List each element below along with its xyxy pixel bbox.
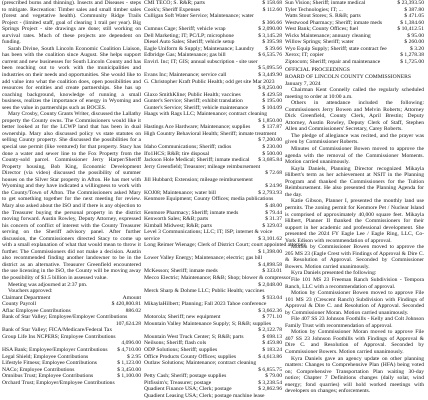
voucher-claimant: Ziptocom; Sheriff; repair and maintenance: [285, 58, 381, 65]
voucher-claimant: Motorola; Sheriff; new equipment: [144, 314, 221, 321]
paragraph: Motion by Commissioner Bowen moved to approve File 101 MS 23 (Crescent Ranch) Subdivision with Findings of Approval & Dire C. and Resolution of Approval. Seconded by Commissioner Moran. Motion carried unanimously.: [285, 290, 424, 316]
voucher-amount: $ 3,145.28: [258, 32, 282, 39]
voucher-claimant: Merck Sharp & Dohme LLC; Public Health; vaccines: [144, 288, 265, 295]
voucher-claimant: Legal Shield; Employee Contributions: [2, 353, 89, 360]
voucher-claimant: Neilsons; Sheriff; flash cols: [144, 340, 207, 347]
voucher-amount: $ 6,855.75: [258, 366, 282, 373]
voucher-claimant: Long Reimer Wienage; Clerk of District Court; court appointed attorney: [144, 242, 307, 249]
voucher-amount: $ 1,850.00: [258, 117, 282, 124]
voucher-amount: $ 39.66: [265, 45, 282, 52]
voucher-amount: $ 158.68: [262, 0, 282, 6]
voucher-claimant: Jackson Hole Medical; Sheriff; inmate medical: [144, 157, 250, 164]
voucher-claimant: Aflac Employee Contributions: [2, 307, 71, 314]
paragraph: Vouchers approved:: [8, 288, 53, 295]
voucher-claimant: Quadient Leasing USA; Clerk; postage machine lease: [144, 392, 265, 399]
voucher-amount: $ 7,200.00: [258, 137, 282, 144]
voucher-amount: $ 395.98: [262, 39, 282, 46]
voucher-amount: $ 104.09: [262, 104, 282, 111]
paragraph: Kyra Daniels presented the following:: [291, 270, 377, 277]
voucher-amount: $ 420,800.81: [111, 301, 141, 308]
voucher-claimant: Pitfissim's; Treasurer; postage: [144, 379, 212, 386]
voucher-amount: $ 79.44: [265, 209, 282, 216]
voucher-amount: $ 3,450.00: [117, 366, 141, 373]
voucher-amount: $ 4,710.00: [117, 346, 141, 353]
voucher-claimant: Dell Marketing; IT; PC/LP; microphone: [144, 32, 234, 39]
voucher-amount: $ 3,685.84: [258, 157, 282, 164]
voucher-claimant: ODP Solutions; Sheriff; supplies: [144, 346, 218, 353]
voucher-claimant: Orchard Trust; Employer/Employee Contributions: [2, 379, 115, 386]
voucher-row: [285, 59, 424, 66]
voucher-amount: $ 72.68: [265, 170, 282, 177]
voucher-row: [2, 380, 141, 387]
column-right: [285, 0, 424, 400]
voucher-amount: $ 230.00: [262, 144, 282, 151]
voucher-amount: 886.02: [125, 307, 141, 314]
voucher-amount: $ 137.87: [262, 124, 282, 131]
paragraph: (prescribed burns and thinning). Insects and Diseases - steps to mitigate. Recreation: Timber sales and small timber sales (forest and vegetative health). Community Ridge Trails Project - (limited staff, goal of clearing 1 trail per year). Big Springs Project - site drawings are done; still working on survival rates. Much of these projects are dependent on funding.: [2, 0, 141, 46]
voucher-row: [144, 393, 282, 400]
voucher-amount: $ 2,793.93: [258, 189, 282, 196]
paragraph: Katie Gibson, Planner I, presented the monthly land use permits. The zoning permit for Kenmore Pet / Nuclear Island is comprised of approximately 40,000 square feet. Mikayla Hilbert, Planner II thanked the Commissioners for their support in her academic and professional development. She presented the 2024 FY Eagle Lee / Eagle Ring, LLC, Co-York Edison with recommendation of approval.: [285, 198, 424, 244]
voucher-claimant: Omnibus Trust; Employee Contributions: [2, 373, 94, 380]
voucher-claimant: Bank of Star Valley; Employee/Employer Contributions: [2, 314, 128, 321]
voucher-claimant: Culligan Soft Water Service; Maintenance; water: [144, 13, 254, 20]
voucher-amount: $ 5,095.56: [258, 65, 282, 72]
voucher-amount: $ 112.60: [262, 6, 282, 13]
voucher-claimant: Cook's; Sheriff Expenses: [144, 6, 201, 13]
voucher-claimant: Willow Springs; Sheriff; water: [285, 39, 354, 46]
voucher-amount: $ 95.00: [407, 32, 424, 39]
voucher-claimant: Xerox; IT; copier: [285, 52, 324, 59]
paragraph: Sarah Divine, South Lincoln Economic Coalition Liaison, has been with the coalition since August. She helps support current and new businesses for South Lincoln County and has been reaching out to work with the municipalities and industries on their needs and opportunities. She would like to add value into what the coalition does, open possibilities and resources for entities and create partnerships. She has up coaching background, knowledge of running a small business, realizes the importance of energy in Wyoming and sees the value in partnerships such as BOCES.: [2, 45, 141, 111]
voucher-amount: $ 459.80: [262, 340, 282, 347]
voucher-amount: $ 387.80: [404, 6, 424, 13]
voucher-amount: $ 1,278.38: [400, 52, 424, 59]
voucher-claimant: Kimball Midwest; R&B; parts: [144, 222, 212, 229]
paragraph: Kyra Daniels gave an agency update on other planning matters: Changes to Comprehensive Plan (HFA) being voted on; Comprehensive Transportation Plan waiting 30-day notice; Chapter 7 Definitions changes (daily solar, wind energy; fond quarries) will hold worked meetings with developers on changes; enforcements.: [285, 355, 424, 395]
voucher-claimant: Jerry Greenfield; Treasurer; mileage reimbursement: [144, 163, 261, 170]
voucher-amount: $ 1,725.00: [400, 58, 424, 65]
voucher-claimant: Westwood Pharmacy; Sheriff; inmate meds: [285, 19, 383, 26]
voucher-amount: $ 329.03: [262, 222, 282, 229]
paragraph: Motion by Commissioner Bowen moved to approve the 205 MS 23 (Eagle Crest with Findings of Approval & Dire C. & Resolution of Approval. Seconded by Commissioner Bowers. Motion carried unanimously.: [285, 244, 424, 270]
voucher-claimant: Gunter's Service; Sheriff; exhibit translation: [144, 98, 243, 105]
voucher-claimant: Office Products County Offices; supplies: [144, 353, 237, 360]
voucher-amount: $ 771.10: [262, 314, 282, 321]
paragraph: Meeting was adjourned at 2:37 pm.: [8, 281, 88, 288]
voucher-claimant: HSA Bank; Employee/Employer Contributions: [2, 346, 108, 353]
voucher-claimant: Hastings Ace Hardware; Maintenance; supplies: [144, 124, 251, 131]
proceedings-body: [285, 87, 424, 395]
section-title: OFFICIAL PROCEEDINGS: [285, 67, 350, 74]
voucher-claimant: KOJ08; Maintenance; water bill: [144, 189, 216, 196]
voucher-amount: $ 1,123.00: [117, 360, 141, 367]
voucher-amount: $ 1,398.00: [258, 248, 282, 255]
voucher-amount: $ 333.01: [262, 268, 282, 275]
voucher-amount: 107,624.28: [115, 320, 141, 327]
voucher-amount: $ 2,122.78: [258, 327, 282, 334]
voucher-claimant: Ifo1HCS; R&B; tire disposal: [144, 150, 210, 157]
voucher-claimant: Level 3 Communications; LLC; IT; ISP; internet & voice: [144, 229, 273, 236]
paragraph: Kayla Daniels, Planning Director recognized Mikayla Hilbert's term as her achievement at NSIT in the Planning Program and thanked the Commissioners for the Tuition Reimbursement. He also presented the Planning Agenda for the day.: [285, 165, 424, 198]
voucher-amount: $ 4,613.86: [258, 353, 282, 360]
paragraph: Others in attendance included the following: Commissioners Jerry Bowen and Melvin Roberts; Attorney Dick Greenfield, County Clerk, April Brestin; Deputy Attorney, Austin Rowley, Deputy Clerk of Staff, Stephen Allen and Commissioners' Secretary, Carey Roberts.: [285, 100, 424, 133]
voucher-claimant: Outlaw Solutions; Maintenance; contract cleaning: [144, 360, 257, 367]
voucher-claimant: Wicks Maintenance; annuary cleaning: [285, 32, 371, 39]
voucher-claimant: Mecco Electric; Maintenance; R&B; Shop; blower & compressor: [144, 274, 291, 281]
voucher-claimant: Gunter's Service; Sheriff; vehicle maintenance: [144, 104, 249, 111]
voucher-claimant: Sun Vision; Sheriff; inmate medical: [285, 0, 366, 6]
paragraph: Minutes of Commissioner Bowen moved to approve the agenda with the removal of the Commissioner Moments. Motion carried unanimously.: [285, 146, 424, 166]
voucher-claimant: Eagle Uniform & Supply; Maintenance; Laundry: [144, 45, 255, 52]
voucher-claimant: Wyo Equip Supply; Sheriff; state contract fee: [285, 45, 387, 52]
voucher-claimant: Tyler Technologies; IT; ...: [285, 6, 343, 13]
paragraph: Chairman Kent Connelly called the regularly scheduled meeting to order at 10:00 a.m.: [285, 87, 424, 100]
voucher-claimant: McKesson; Sheriff; inmate meds: [144, 268, 218, 275]
voucher-amount: [279, 393, 282, 400]
header-claimant: Claimant Department: [2, 294, 51, 301]
voucher-claimant: Glaxo SmithKline; Public Health; vaccines: [144, 91, 241, 98]
voucher-amount: $ 933.04: [262, 294, 282, 301]
voucher-claimant: G. Christopher Kraft Public Health; odd get site Mar 2023: [144, 78, 275, 85]
voucher-amount: $ 4,898.58: [258, 261, 282, 268]
voucher-claimant: County Payroll: [2, 301, 37, 308]
voucher-claimant: Petty Cash; Sheriff; postage supplies: [144, 373, 227, 380]
section-subtitle: ROARD OF LINCOLN COUNTY COMMISSIONERS: [285, 74, 411, 81]
voucher-amount: $ 2,048.00: [258, 281, 282, 288]
voucher-claimant: Kenmore Equipment; County Offices; media publications: [144, 196, 274, 203]
voucher-claimant: Edbridge Gas; Maintenance; gas bill: [144, 52, 226, 59]
column-left: [2, 0, 141, 400]
voucher-claimant: Quadient Finance USA; Clerk; postage: [144, 386, 232, 393]
voucher-amount: $ 183.24: [262, 346, 282, 353]
voucher-amount: 4,096.00: [121, 340, 141, 347]
voucher-amount: $ 429.58: [262, 91, 282, 98]
voucher-claimant: Haags with Rags LLC; Maintenance; contract cleaning: [144, 111, 268, 118]
voucher-claimant: Evans Inc; Maintenance; service call: [144, 72, 227, 79]
voucher-list: [285, 0, 424, 65]
voucher-claimant: Bank of Star Valley; FICA/Medicare/Federal Tax: [2, 327, 113, 334]
voucher-claimant: Mountain West Truck Center; S; R&B; parts: [144, 333, 244, 340]
voucher-amount: $ 10,412.51: [397, 26, 424, 33]
paragraph: File 407 SS 23 Johnson Foothills - Kelly and Colt Johnson Family Trust with recommendation of approval.: [285, 316, 424, 329]
voucher-claimant: Jill Hubbard; Extension; mileage reimbursement: [144, 176, 253, 183]
paragraph: Motion by Commissioner Moran moved to approve File 407 SS 23 Johnson Foothills with Findings of Approval & Dire C. and Resolution of Approval. Seconded by Commissioner Bowers. Motion carried unanimously.: [285, 329, 424, 355]
voucher-amount: $ 698.13: [262, 333, 282, 340]
paragraph: Mary Crosby, County Grants Writer, discussed the Lallathy property the County owns. The Commissioners would like it better looked at for the LCWP land that has been in dual ownership. Mary also discussed policy vs state statutes on selling County property. She discussed the possibilities for a special use permit (like ventured) for that property. Stacy has done a water and sewer line to the Fox Property from the County-sold parcel. Commissioner Jerry Harper/Sheriff Property housing, Bob King, Economic Development Director (via video) discussed the possibility of summer houses on the Silver Star property in Afton. He has met with Wyoming and they have indicated a willingness to work with the County/Town of Afton. The Commissioners asked Mary to get something together for the next meeting for review. Mary also asked about the ISO and if there is any objection to the Treasurer buying the personal property in the district moving forward. Austin Rowley, Deputy Attorney, expressed his concern of conflict of interest with the County Treasurer serving on the Sheriff advisory panel. After further discussion, the Commissioners directed Stacy to come up with a small explanation of what that would mean to throw it further. The Commissioners did not make a decision. Austin also recommended finding another landowner to be in the district as an alternative. Treasurer Greenfield encountered the use licensing in the ISO, the County will be moving away the possibility of $1.5 billion in assessed value.: [2, 111, 141, 281]
voucher-amount: $ 3,238.54: [258, 379, 282, 386]
voucher-list: [2, 301, 141, 386]
voucher-claimant: CMI TECO; S. R&R; parts: [144, 0, 205, 6]
voucher-claimant: Lifestyle Fitness; Employee Contributions: [2, 360, 97, 367]
voucher-claimant: Kenmore Pharmacy; Sheriff; inmate meds: [144, 209, 239, 216]
voucher-amount: $ 2.95: [127, 353, 141, 360]
voucher-claimant: Lower Valley Energy; Maintenance; electric; gas bill: [144, 255, 263, 262]
voucher-amount: $ 366.66: [262, 19, 282, 26]
voucher-amount: [138, 380, 141, 387]
voucher-amount: $ 500.00: [262, 150, 282, 157]
voucher-amount: $ 3,662.36: [258, 307, 282, 314]
voucher-amount: $ 6,535.76: [258, 52, 282, 59]
voucher-claimant: Cumnus Cage; Sheriff; vehicle wrap: [144, 26, 226, 33]
voucher-claimant: High Country Behavioral Health; Sheriff; inmate treatment: [144, 130, 277, 137]
voucher-claimant: Kenworth Sales; R&B; parts: [144, 216, 209, 223]
paragraph: File 101 MS 23 Freeman Ranch Subdivision - Tempora Ranch, LLC with a recommendation of approval.: [285, 276, 424, 290]
voucher-amount: $ 8,250.00: [258, 85, 282, 92]
voucher-amount: $ 3.20: [410, 45, 424, 52]
voucher-claimant: Group Life Ins NCPERS; Employee Contributions: [2, 333, 116, 340]
header-amount: Amount: [122, 294, 141, 301]
voucher-claimant: NACo; Employee Contributions: [2, 366, 75, 373]
voucher-amount: $ 24.96: [265, 183, 282, 190]
voucher-amount: $ 1,384.60: [400, 19, 424, 26]
voucher-amount: $ 3,449.90: [258, 72, 282, 79]
section-date: January 7, 2024: [285, 80, 321, 87]
voucher-claimant: Diesel Auto Sales; Sheriff; vehicle setup: [144, 39, 235, 46]
voucher-amount: $ 471.05: [404, 13, 424, 20]
voucher-amount: $ 23,393.50: [397, 0, 424, 6]
voucher-claimant: MikaylaHilbert; Planning; Fall 2023 Tahoe conference: [144, 301, 267, 308]
voucher-amount: $ 2,862.96: [258, 386, 282, 393]
voucher-amount: $ 31.37: [265, 216, 282, 223]
paragraph: The pledge of allegiance was recited, and the prayer was given by Commissioner Roberts.: [285, 132, 424, 146]
voucher-amount: $ 79.00: [265, 373, 282, 380]
voucher-amount: $ 195.00: [262, 98, 282, 105]
voucher-amount: $ 3,101.62: [258, 235, 282, 242]
voucher-claimant: West Bank; County Offices; fuel: [285, 26, 359, 33]
voucher-amount: $ 260.00: [404, 39, 424, 46]
voucher-claimant: Idaho Communications; Sheriff; radios: [144, 144, 232, 151]
voucher-claimant: Mountain Valley Maintenance Supply; S; R&B; supplies: [144, 320, 271, 327]
voucher-claimant: Envirl. Inc; IT; GIS; annual subscription - site user: [144, 58, 258, 65]
voucher-claimant: service: [144, 235, 160, 242]
voucher-amount: $ 48.00: [265, 202, 282, 209]
voucher-amount: $ 2,090.00: [258, 26, 282, 33]
voucher-amount: $ 1,100.00: [117, 373, 141, 380]
voucher-claimant: Watts Stout Stores; S. R&B; parts: [285, 13, 361, 20]
